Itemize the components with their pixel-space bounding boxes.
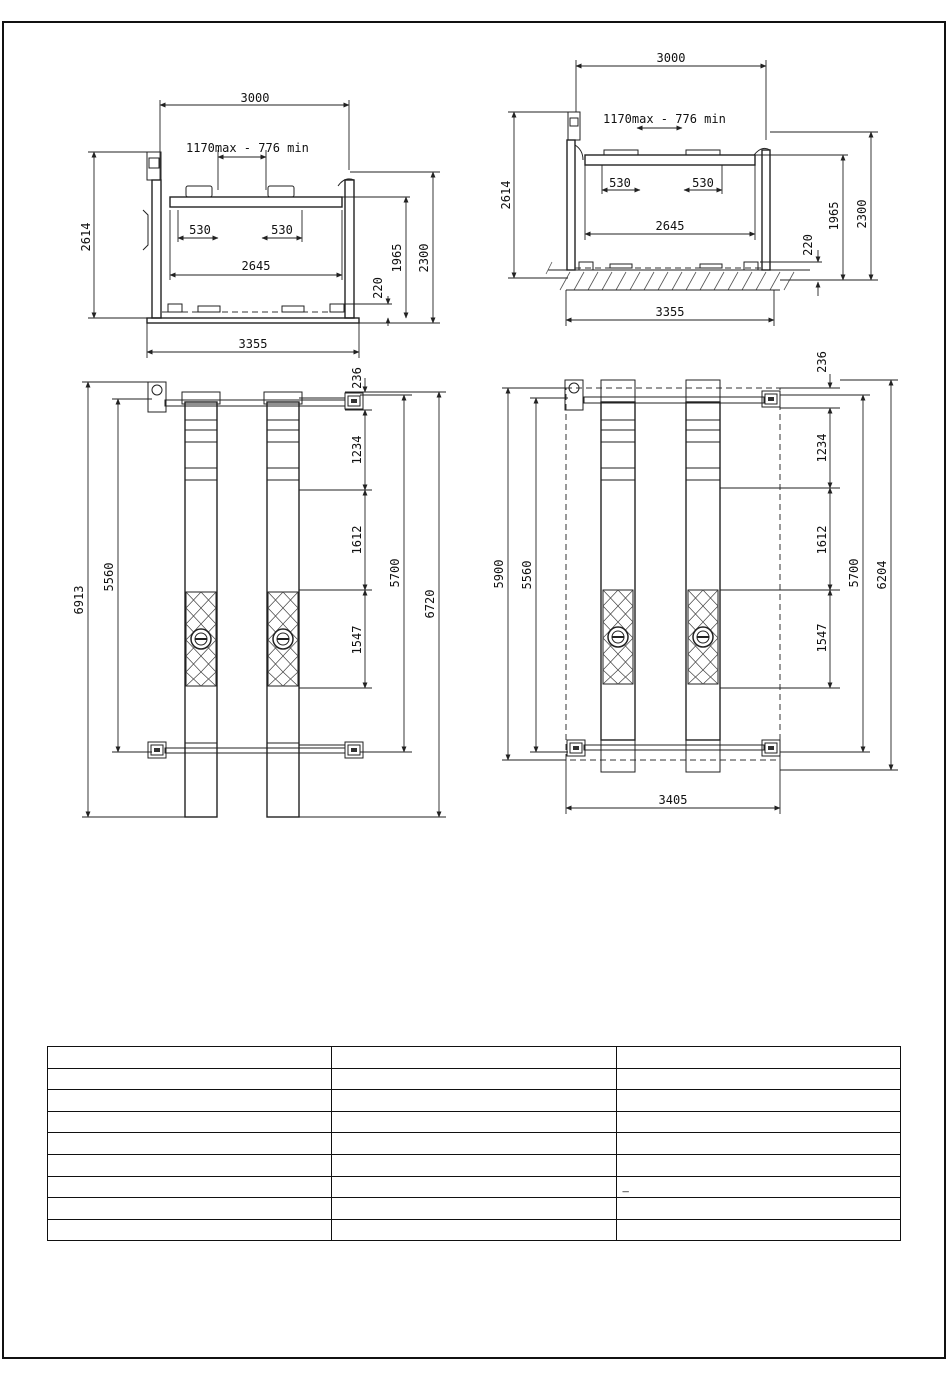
dim-3000: 3000	[240, 91, 270, 105]
dim-530-right: 530	[271, 223, 293, 237]
dim-5560: 5560	[102, 562, 116, 592]
dim-6204: 6204	[875, 560, 889, 590]
table-cell	[616, 1198, 900, 1220]
table-cell	[616, 1219, 900, 1241]
table-cell	[616, 1068, 900, 1090]
dim-220-right: 220	[801, 234, 815, 256]
top-view-right	[492, 351, 898, 814]
table-cell	[48, 1154, 332, 1176]
table-cell	[332, 1111, 616, 1133]
dim-1612-right: 1612	[815, 525, 829, 555]
dim-1965: 1965	[390, 243, 404, 273]
dim-236-right: 236	[815, 351, 829, 373]
table-cell	[332, 1068, 616, 1090]
dim-5900: 5900	[492, 559, 506, 589]
front-view-left	[79, 91, 440, 358]
dim-1234-right: 1234	[815, 433, 829, 463]
dim-5560-right: 5560	[520, 560, 534, 590]
dim-3355: 3355	[238, 337, 268, 351]
dim-1965-right: 1965	[827, 201, 841, 231]
table-row	[48, 1047, 901, 1069]
dim-1547-right: 1547	[815, 623, 829, 653]
table-cell	[48, 1198, 332, 1220]
dim-2614-right: 2614	[499, 180, 513, 210]
table-cell: _	[616, 1176, 900, 1198]
table-cell	[48, 1111, 332, 1133]
dim-530-left-right: 530	[609, 176, 631, 190]
table-cell	[332, 1154, 616, 1176]
dim-1234: 1234	[350, 435, 364, 465]
table-cell	[48, 1090, 332, 1112]
dim-220: 220	[371, 277, 385, 299]
table-cell	[332, 1198, 616, 1220]
table-cell	[616, 1154, 900, 1176]
table-cell	[48, 1047, 332, 1069]
table-cell	[48, 1068, 332, 1090]
dim-5700: 5700	[388, 558, 402, 588]
dim-2300: 2300	[417, 243, 431, 273]
table-cell	[48, 1219, 332, 1241]
front-view-right	[499, 51, 878, 326]
table-row	[48, 1068, 901, 1090]
table-cell	[332, 1219, 616, 1241]
dim-2614: 2614	[79, 222, 93, 252]
dim-arm-range: 1170max - 776 min	[186, 141, 309, 155]
table-cell	[616, 1047, 900, 1069]
table-row	[48, 1090, 901, 1112]
table-cell	[616, 1090, 900, 1112]
dim-1547: 1547	[350, 625, 364, 655]
table-row	[48, 1111, 901, 1133]
table-cell	[332, 1090, 616, 1112]
dim-530-left: 530	[189, 223, 211, 237]
dim-3355-right: 3355	[655, 305, 685, 319]
dim-3000-right: 3000	[656, 51, 686, 65]
dim-2645: 2645	[241, 259, 271, 273]
table-cell	[48, 1176, 332, 1198]
top-view-left	[72, 367, 446, 817]
table-row	[48, 1219, 901, 1241]
table-cell	[332, 1133, 616, 1155]
table-cell	[616, 1111, 900, 1133]
dim-1612: 1612	[350, 525, 364, 555]
dim-5700-right: 5700	[847, 558, 861, 588]
dim-6913: 6913	[72, 585, 86, 615]
table-cell	[48, 1133, 332, 1155]
table-cell	[332, 1047, 616, 1069]
dim-6720: 6720	[423, 589, 437, 619]
table-row	[48, 1198, 901, 1220]
spec-table	[47, 1046, 901, 1241]
table-cell	[332, 1176, 616, 1198]
dim-236: 236	[350, 367, 364, 389]
table-row	[48, 1154, 901, 1176]
dim-530-right-right: 530	[692, 176, 714, 190]
dim-3405: 3405	[658, 793, 688, 807]
table-cell	[616, 1133, 900, 1155]
table-row	[48, 1176, 901, 1198]
dim-arm-range-right: 1170max - 776 min	[603, 112, 726, 126]
table-row	[48, 1133, 901, 1155]
dim-2645-right: 2645	[655, 219, 685, 233]
dim-2300-right: 2300	[855, 199, 869, 229]
